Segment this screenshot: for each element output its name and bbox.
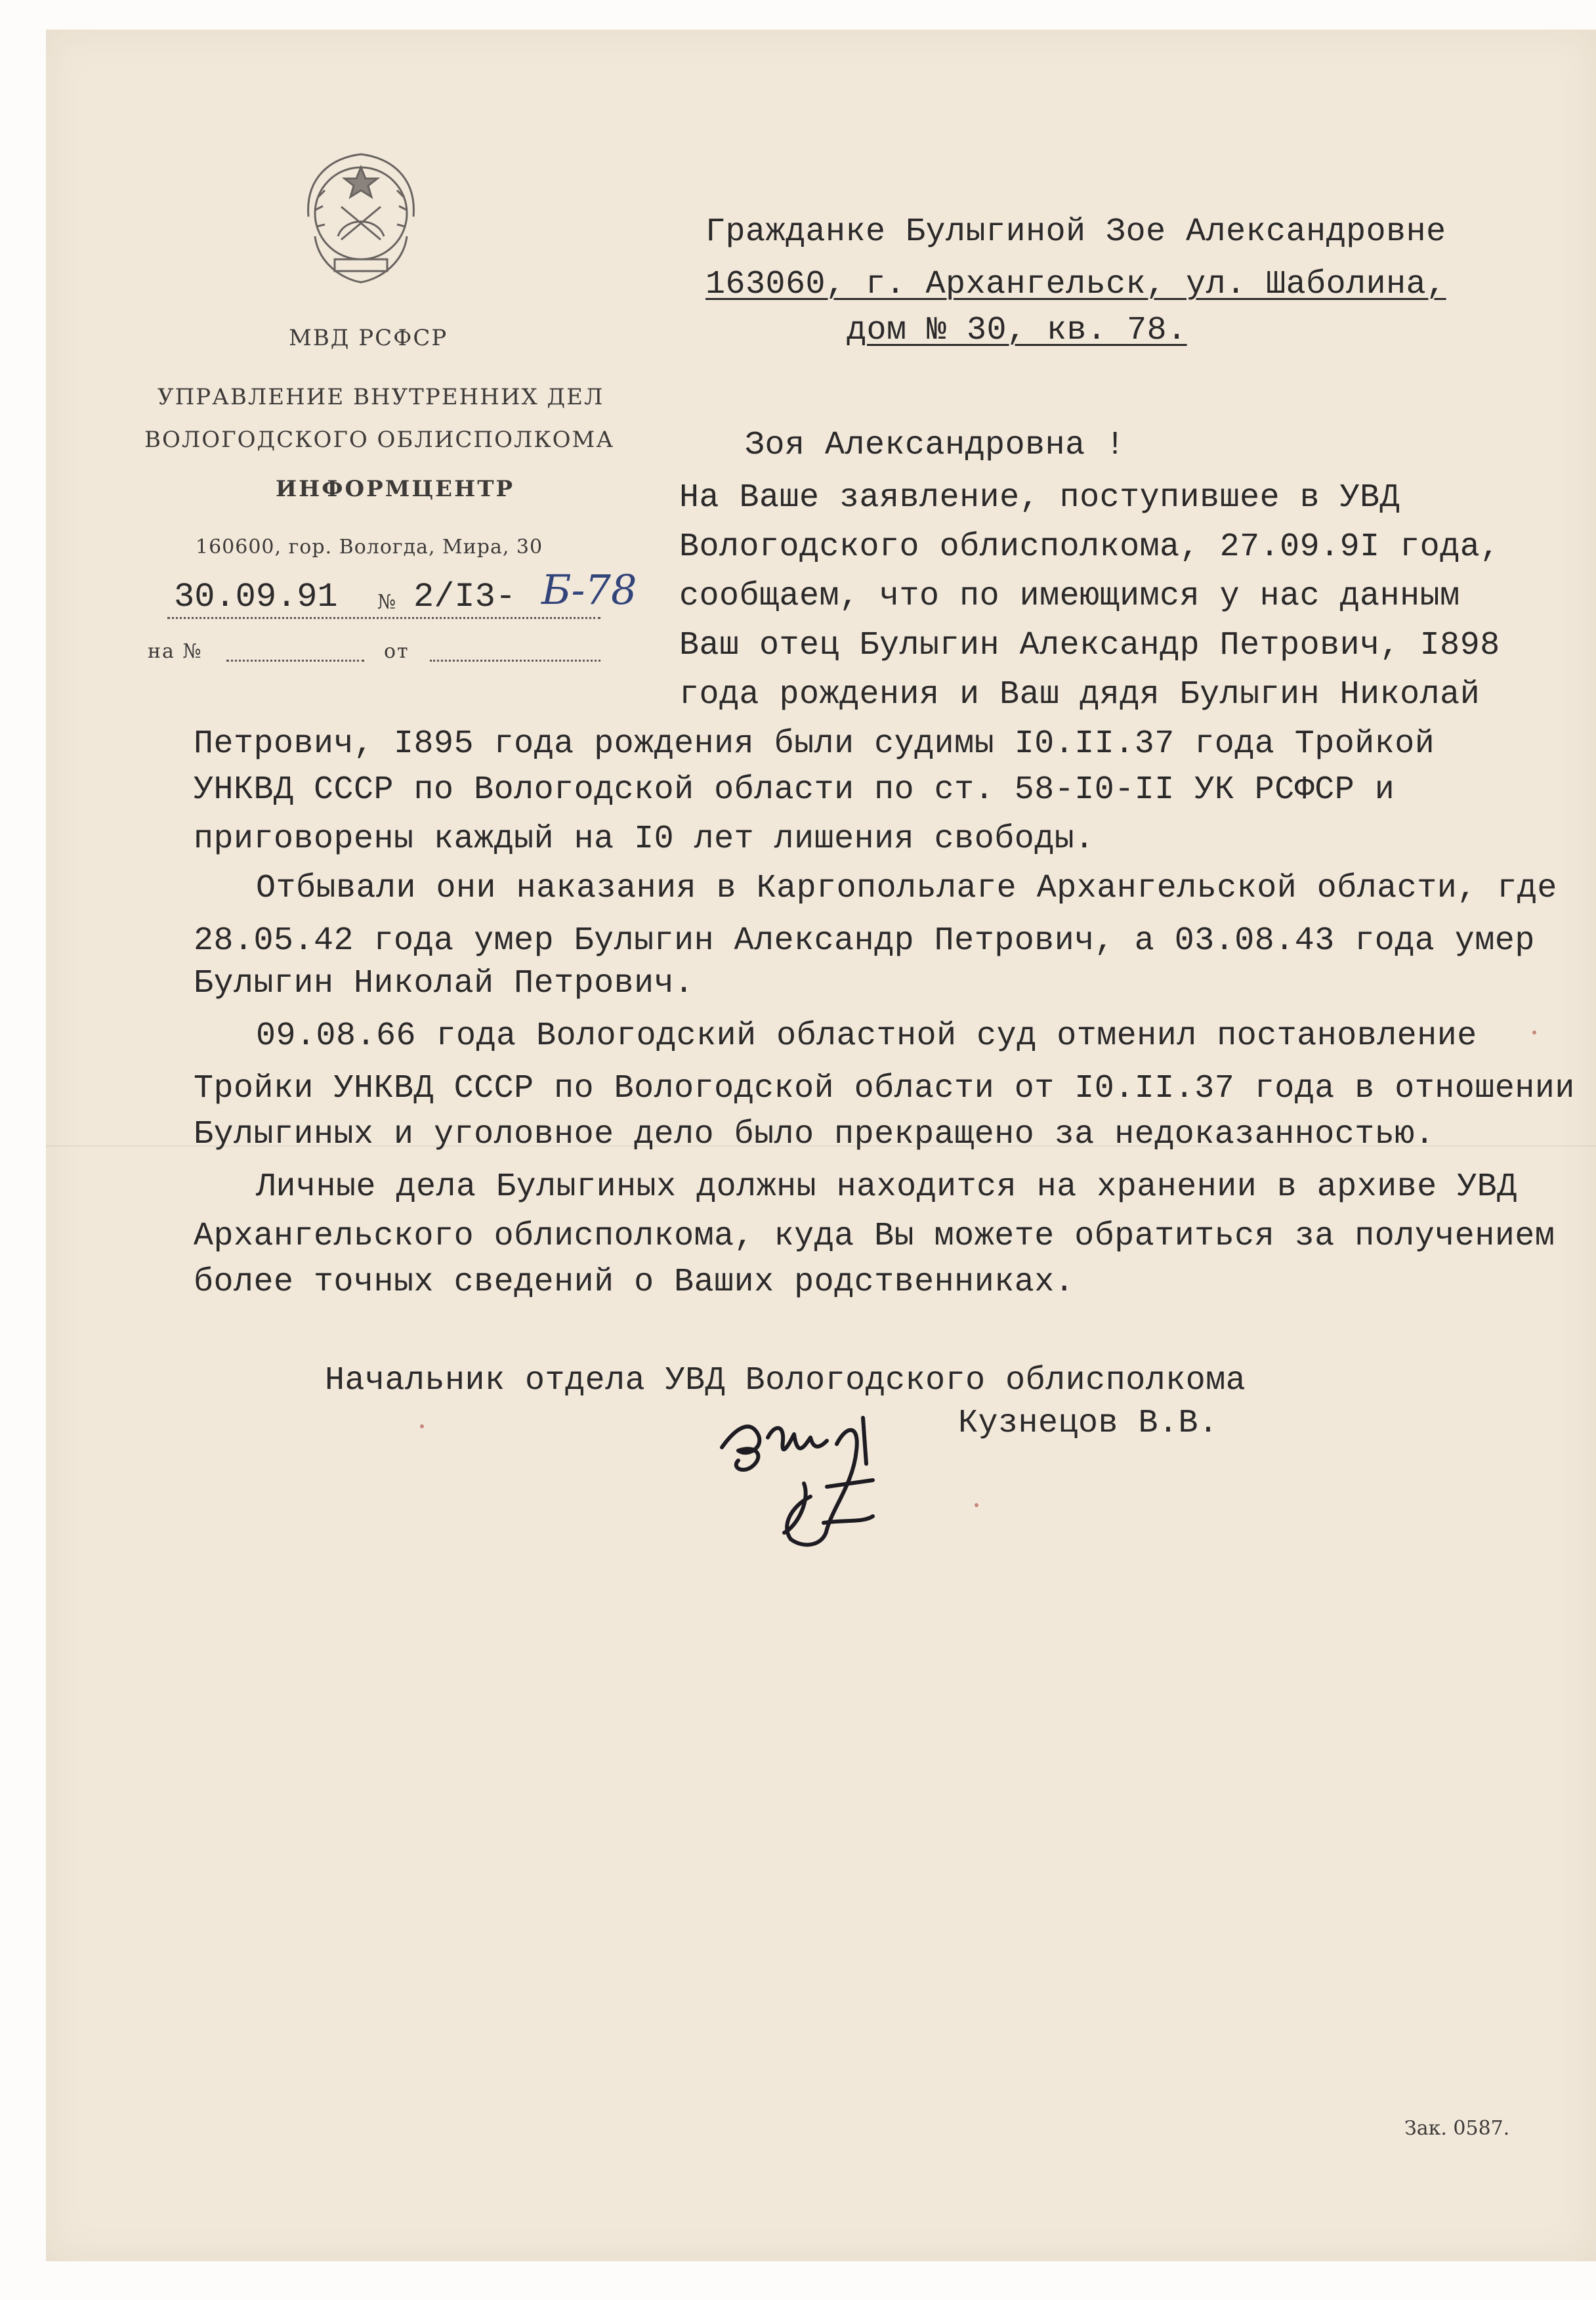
- na-dotted-line: [226, 660, 364, 662]
- ink-spot: [1532, 1031, 1536, 1034]
- document-number: 2/I3-: [413, 578, 516, 616]
- ink-spot: [420, 1424, 424, 1428]
- body-line: Вологодского облисполкома, 27.09.9I года,: [679, 528, 1500, 566]
- letterhead-department: УПРАВЛЕНИЕ ВНУТРЕННИХ ДЕЛ: [158, 384, 604, 410]
- body-line: Тройки УНКВД СССР по Вологодской области от I0.II.37 года в отношении: [194, 1070, 1575, 1107]
- body-line: Личные дела Булыгиных должны находится на хранении в архиве УВД: [256, 1168, 1517, 1206]
- handwritten-signature: [712, 1385, 922, 1556]
- na-label: на №: [148, 640, 203, 663]
- letterhead-unit: ИНФОРМЦЕНТР: [276, 476, 515, 502]
- recipient-address-line2: дом № 30, кв. 78.: [847, 312, 1187, 349]
- body-line: На Ваше заявление, поступившее в УВД: [679, 479, 1400, 517]
- signatory-position: Начальник отдела УВД Вологодского облисполкома: [325, 1362, 1246, 1399]
- body-line: сообщаем, что по имеющимся у нас данным: [679, 578, 1460, 615]
- order-number: Зак. 0587.: [1404, 2117, 1510, 2140]
- reference-dotted-line: [167, 617, 600, 619]
- ot-dotted-line: [430, 660, 600, 662]
- recipient-address-line1: 163060, г. Архангельск, ул. Шаболина,: [705, 266, 1446, 303]
- recipient-name: Гражданке Булыгиной Зое Александровне: [705, 213, 1446, 251]
- handwritten-number: Б-78: [541, 566, 637, 614]
- body-line: приговорены каждый на I0 лет лишения свободы.: [194, 820, 1095, 858]
- body-line: 09.08.66 года Вологодский областной суд отменил постановление: [256, 1017, 1477, 1055]
- letterhead-region: ВОЛОГОДСКОГО ОБЛИСПОЛКОМА: [144, 427, 615, 453]
- ot-label: от: [384, 640, 410, 663]
- rsfsr-coat-of-arms-icon: [279, 138, 443, 295]
- body-line: Булыгин Николай Петрович.: [194, 965, 694, 1002]
- letterhead-address: 160600, гор. Вологда, Мира, 30: [196, 536, 543, 559]
- body-line: более точных сведений о Ваших родственниках.: [194, 1264, 1075, 1301]
- body-line: Петрович, I895 года рождения были судимы I0.II.37 года Тройкой: [194, 725, 1435, 763]
- body-line: Ваш отец Булыгин Александр Петрович, I898: [679, 627, 1500, 664]
- number-label: №: [377, 591, 396, 614]
- salutation: Зоя Александровна !: [745, 427, 1125, 464]
- body-line: Отбывали они наказания в Каргопольлаге Архангельской области, где: [256, 870, 1557, 907]
- body-line: Архангельского облисполкома, куда Вы можете обратиться за получением: [194, 1218, 1555, 1255]
- ink-spot: [975, 1503, 978, 1507]
- signatory-name: Кузнецов В.В.: [958, 1405, 1219, 1442]
- reference-line: [148, 566, 637, 624]
- body-line: Булыгиных и уголовное дело было прекращено за недоказанностью.: [194, 1116, 1435, 1153]
- body-line: УНКВД СССР по Вологодской области по ст. 58-I0-II УК РСФСР и: [194, 771, 1395, 809]
- letterhead-ministry: МВД РСФСР: [289, 325, 448, 351]
- body-line: года рождения и Ваш дядя Булыгин Николай: [679, 676, 1480, 713]
- body-line: 28.05.42 года умер Булыгин Александр Петрович, а 03.08.43 года умер: [194, 922, 1535, 960]
- document-date: 30.09.91: [174, 578, 338, 616]
